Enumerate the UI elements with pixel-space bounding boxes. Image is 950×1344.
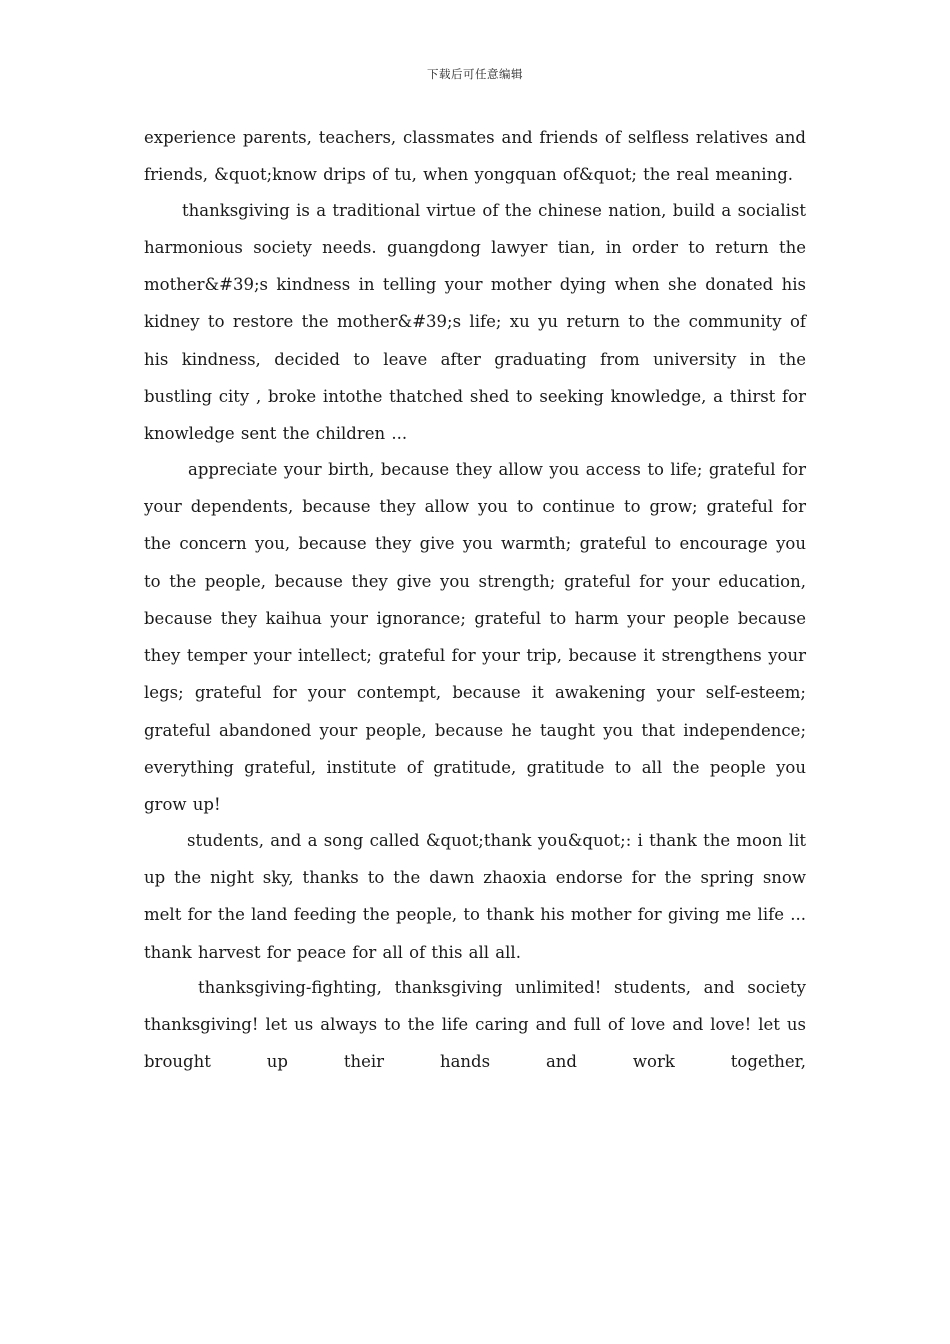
header-note: 下载后可任意编辑 (427, 67, 523, 81)
document-body (144, 119, 806, 1079)
paragraph-2: thanksgiving is a traditional virtue of the chinese nation, build a socialist harmonious society needs. guangdong lawyer tian, in order to return the mother&#39;s kindness in telling your mother dying when she donated his kidney to restore the mother&#39;s life; xu yu return to the community of his kindness, decided to leave after graduating from university in the bustling city , broke intothe thatched shed to seeking knowledge, a thirst for knowledge sent the children ... (144, 200, 806, 444)
paragraph-1: experience parents, teachers, classmates and friends of selfless relatives and friends, &quot;know drips of tu, when yongquan of&quot; the real meaning. (144, 128, 806, 185)
paragraph-5: thanksgiving-fighting, thanksgiving unlimited! students, and society thanksgiving! let us always to the life caring and full of love and love! let us brought up their hands and work together, (144, 977, 806, 1072)
paragraph-3: appreciate your birth, because they allow you access to life; grateful for your dependents, because they allow you to continue to grow; grateful for the concern you, because they give you warmth; grateful to encourage you to the people, because they give you strength; grateful for your education, because they kaihua your ignorance; grateful to harm your people because they temper your intellect; grateful for your trip, because it strengthens your legs; grateful for your contempt, because it awakening your self-esteem; grateful abandoned your people, because he taught you that independence; everything grateful, institute of gratitude, gratitude to all the people you grow up! (144, 459, 806, 815)
paragraph-4: students, and a song called &quot;thank you&quot;: i thank the moon lit up the night sky, thanks to the dawn zhaoxia endorse for the spring snow melt for the land feeding the people, to thank his mother for giving me life ... thank harvest for peace for all of this all all. (144, 830, 806, 962)
